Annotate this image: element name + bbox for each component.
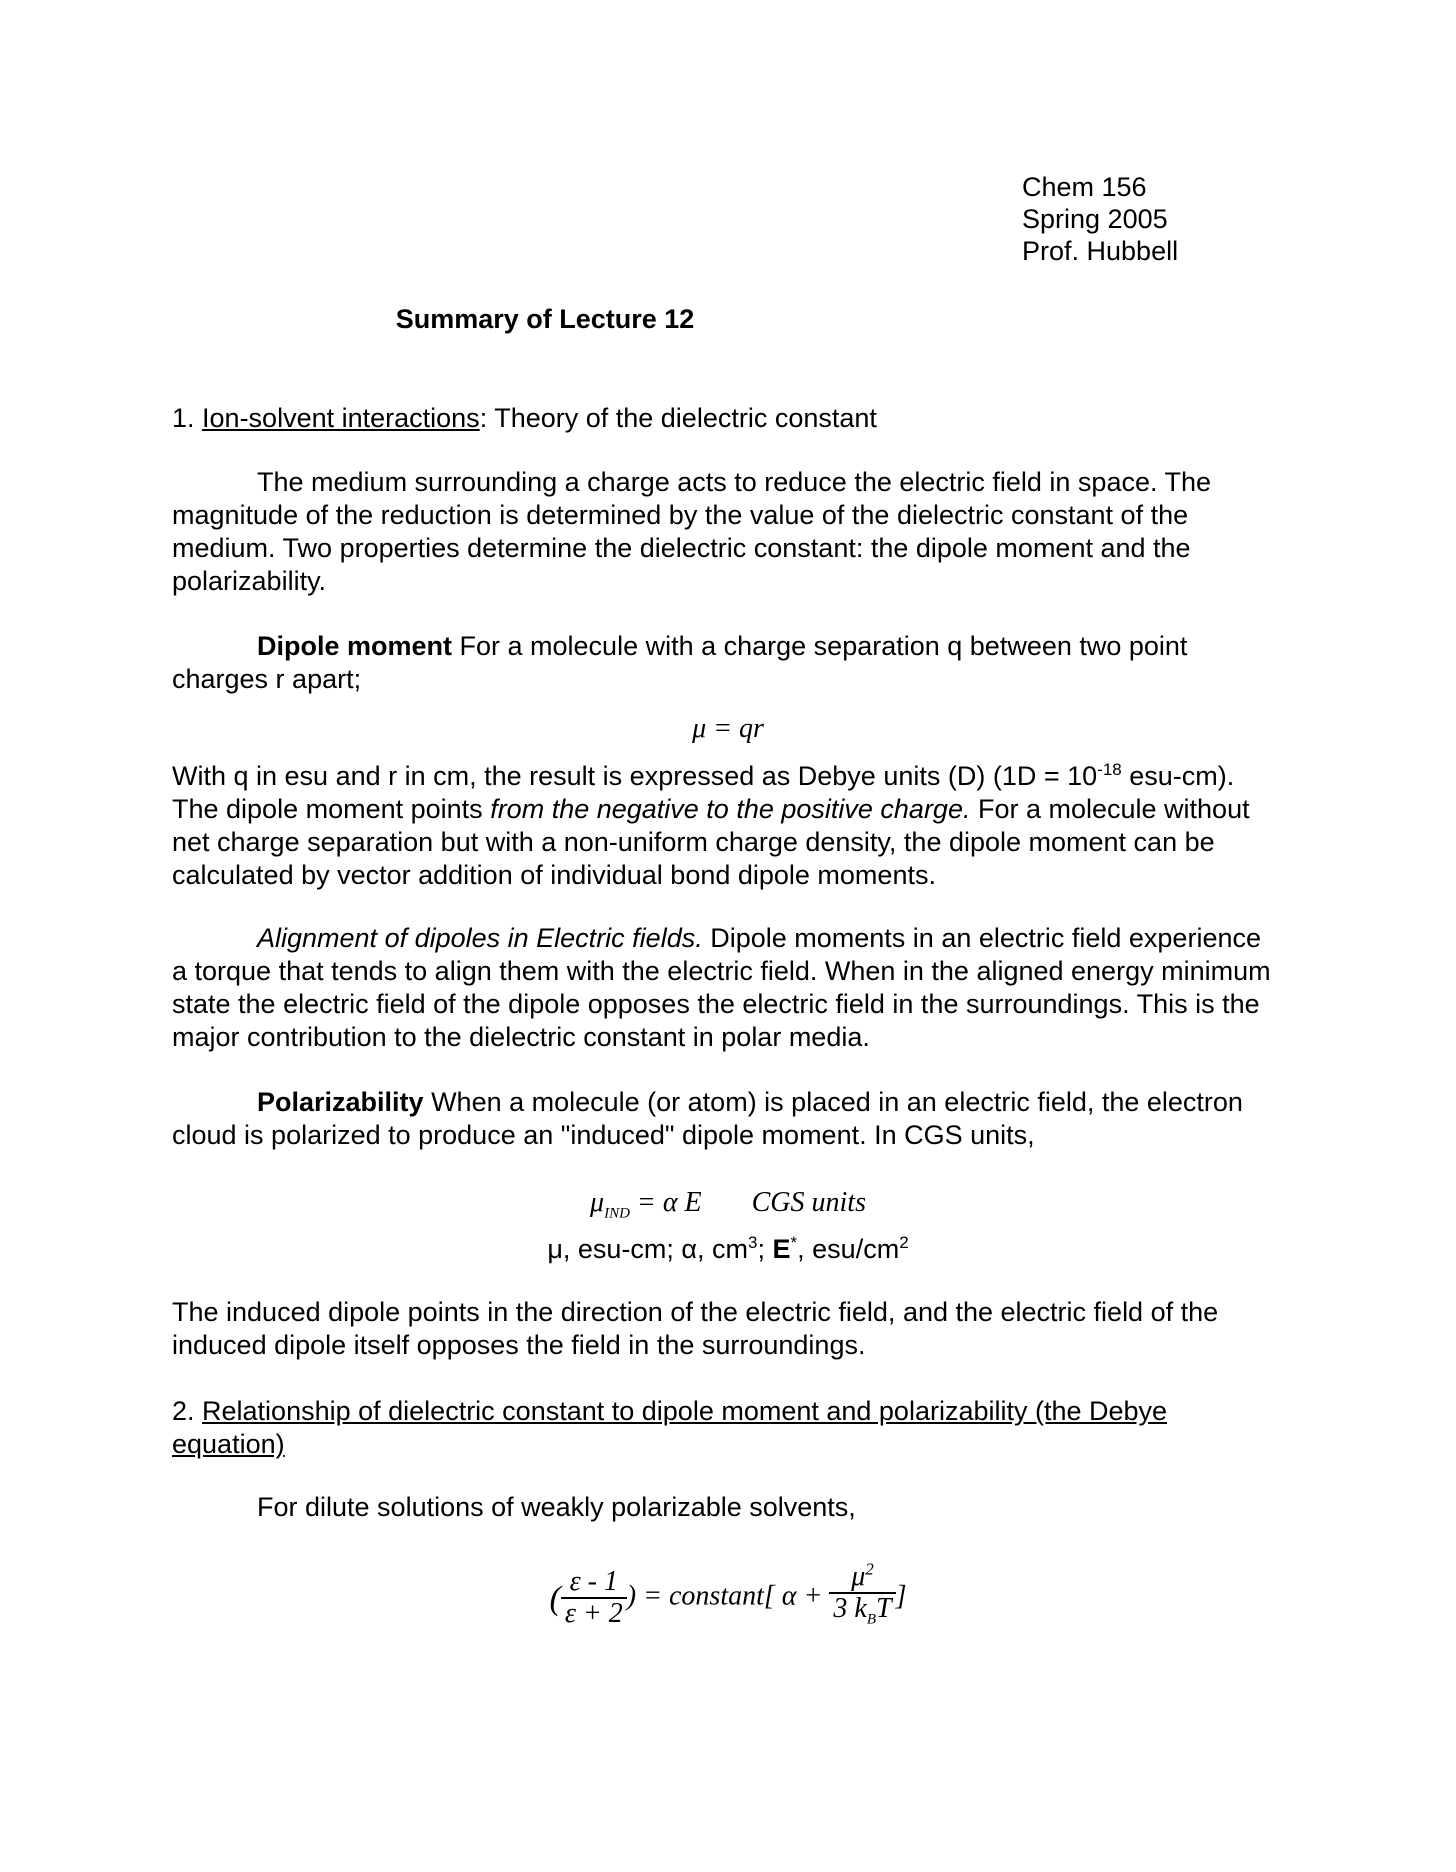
section-1-heading: 1. Ion-solvent interactions: Theory of the dielectric constant [172,403,877,433]
document-title: Summary of Lecture 12 [395,304,695,334]
debye-units-paragraph: With q in esu and r in cm, the result is expressed as Debye units (D) ($1D = 10^{-18}$ esu-cm). The dipole moment points from the negative to the positive charge. For a molecule without net charge separation but with a non-uniform charge density, the dipole moment can be calculated by vector addition of individual bond dipole moments. [172,760,1250,890]
alignment-paragraph: Alignment of dipoles in Electric fields. Dipole moments in an electric field experience a torque that tends to align them with the electric field. When in the aligned energy minimum state the electric field of the dipole opposes the electric field in the surroundings. This is the major contribution to the dielectric constant in polar media. [172,923,1271,1052]
induced-dipole-equation: $\mu_{IND} = \alpha$ E CGS units [590,1187,866,1222]
section-2-heading-underlined: Relationship of dielectric constant to dipole moment and polarizability (the Debye equation) [172,1396,1168,1459]
debye-equation: ( $\frac{\varepsilon - 1}{\varepsilon + 2}$ ) = constant[ α + $\frac{\mu^2}{3 k_BT}$ ] [549,1559,907,1630]
section-2-intro: For dilute solutions of weakly polarizable solvents, [257,1492,856,1522]
course-instructor: Prof. Hubbell [1022,236,1179,266]
course-name: Chem 156 [1022,172,1147,202]
polarizability-paragraph: Polarizability When a molecule (or atom) is placed in an electric field, the electron cloud is polarized to produce an "induced" dipole moment. In CGS units, [172,1087,1243,1150]
section-2-heading: 2. Relationship of dielectric constant to dipole moment and polarizability (the Debye equation) [172,1396,1168,1459]
dipole-equation: μ = qr [692,713,764,744]
course-term: Spring 2005 [1022,204,1168,234]
induced-dipole-units: μ, esu-cm; α, $cm^3$; E*, esu/$cm^2$ [547,1233,909,1264]
intro-paragraph: The medium surrounding a charge acts to reduce the electric field in space. The magnitude of the reduction is determined by the value of the dielectric constant of the medium. Two properties determine the dielectric constant: the dipole moment and the polarizability. [172,467,1212,596]
alignment-label: Alignment of dipoles in Electric fields. [257,923,703,953]
section-1-heading-underlined: Ion-solvent interactions [202,403,480,433]
dipole-moment-label: Dipole moment [257,631,453,661]
polarizability-label: Polarizability [257,1087,424,1117]
induced-dipole-paragraph: The induced dipole points in the direction of the electric field, and the electric field of the induced dipole itself opposes the field in the surroundings. [172,1297,1219,1360]
course-header [1022,171,1178,267]
dipole-moment-paragraph: Dipole moment For a molecule with a charge separation q between two point charges r apart; [172,631,1188,694]
